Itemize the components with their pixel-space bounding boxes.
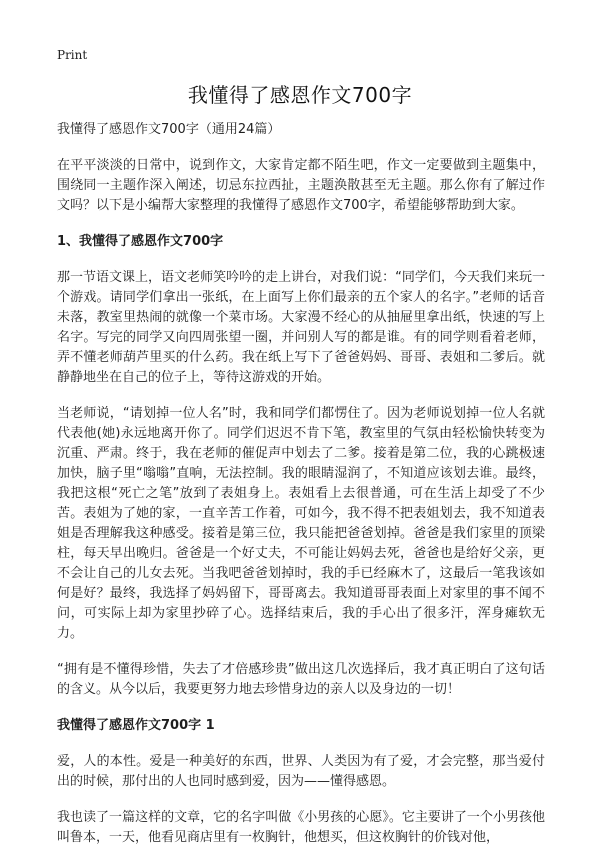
section-2-heading: 我懂得了感恩作文700字 1: [57, 718, 215, 733]
section-1-paragraph-2: 当老师说，“请划掉一位人名”时，我和同学们都愣住了。因为老师说划掉一位人名就代表他(她)永远地离开你了。同学们迟迟不肯下笔，教室里的气氛由轻松愉快转变为沉重、严肃。终于，我在老师的催促声中划去了二爹。接着是第二位，我的心跳极速加快，脑子里“嗡嗡”直响，无法控制。我的眼睛湿润了，不知道应该划去谁。最终，我把这根“死亡之笔”放到了表姐身上。表姐看上去很普通，可在生活上却受了不少苦。表姐为了她的家，一直辛苦工作着，可如今，我不得不把表姐划去，我不知道表姐是否理解我这种感受。接着是第三位，我只能把爸爸划掉。爸爸是我们家里的顶梁柱，每天早出晚归。爸爸是一个好丈夫，不可能让妈妈去死，爸爸也是给好父亲，更不会让自己的儿女去死。当我吧爸爸划掉时，我的手已经麻木了，这最后一笔我该如何是好？最终，我选择了妈妈留下，哥哥离去。我知道哥哥表面上对家里的事不闻不问，可实际上却为家里抄碎了心。选择结束后，我的手心出了很多汗，浑身瘫软无力。: [57, 406, 545, 641]
intro-paragraph: 在平平淡淡的日常中，说到作文，大家肯定都不陌生吧，作文一定要做到主题集中，围绕同一主题作深入阐述，切忌东拉西扯，主题涣散甚至无主题。那么你有了解过作文吗？以下是小编帮大家整理的我懂得了感恩作文700字，希望能够帮助到大家。: [57, 158, 545, 213]
section-2-paragraph-1: 爱，人的本性。爱是一种美好的东西，世界、人类因为有了爱，才会完整，那当爱付出的时候，那付出的人也同时感到爱，因为——懂得感恩。: [57, 754, 545, 789]
section-1-heading: 1、我懂得了感恩作文700字: [57, 234, 224, 249]
section-2-paragraph-2: 我也读了一篇这样的文章，它的名字叫做《小男孩的心愿》。它主要讲了一个小男孩他叫鲁本，一天，他看见商店里有一枚胸针，他想买，但这枚胸针的价钱对他，: [57, 810, 545, 845]
subtitle: 我懂得了感恩作文700字（通用24篇）: [57, 122, 281, 137]
print-label[interactable]: Print: [57, 48, 88, 62]
page-title: 我懂得了感恩作文700字: [187, 83, 413, 107]
section-1-paragraph-3: “拥有是不懂得珍惜，失去了才倍感珍贵”做出这几次选择后，我才真正明白了这句话的含义。从今以后，我要更努力地去珍惜身边的亲人以及身边的一切！: [57, 662, 545, 697]
section-1-paragraph-1: 那一节语文课上，语文老师笑吟吟的走上讲台，对我们说：“同学们，今天我们来玩一个游戏。请同学们拿出一张纸，在上面写上你们最亲的五个家人的名字。”老师的话音未落，教室里热闹的就像一个菜市场。大家漫不经心的从抽屉里拿出纸，快速的写上名字。写完的同学又向四周张望一圈，并问别人写的都是谁。有的同学则看着老师，弄不懂老师葫芦里买的什么药。我在纸上写下了爸爸妈妈、哥哥、表姐和二爹后。就静静地坐在自己的位子上，等待这游戏的开始。: [57, 270, 545, 385]
article-body: [57, 120, 545, 864]
